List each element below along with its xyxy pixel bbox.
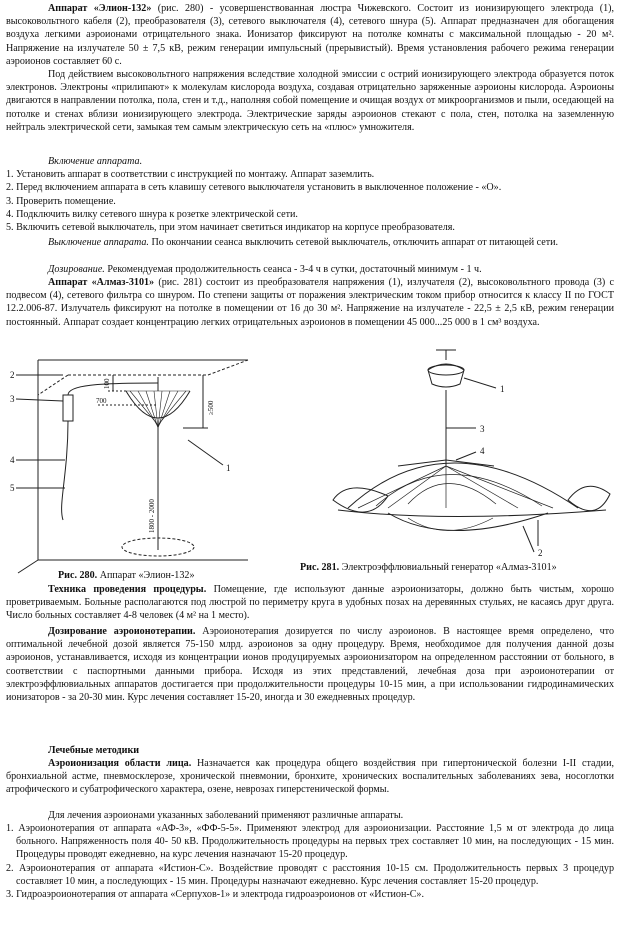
face-paragraph [6, 757, 614, 797]
dosing-title: Дозирование аэроионотерапии. [48, 626, 196, 637]
fig281-label-4: 4 [480, 446, 485, 456]
dosing-paragraph [6, 625, 614, 704]
mains-cord [62, 421, 68, 520]
figure-280-diagram [8, 355, 258, 577]
dosage-text: Рекомендуемая продолжительность сеанса - 3-4 ч в сутки, достаточный минимум - 1 ч. [104, 264, 482, 275]
dosage-label: Дозирование. [48, 264, 105, 275]
apparatus-item: 1. Аэроионотерапия от аппарата «АФ-3», «ФФ-5-5». Применяют электрод для аэроионизации. Расстояние 1,5 м от электрода до лица больного. Напряженность поля 40- 50 кВ. Продолжительность процедуры на первых трех составляет 10 мин, на последующих - 15 мин. Процедуры проводят ежедневно, на курс лечения назначают 15-20 процедур. [6, 823, 614, 861]
emitter-petal-right [568, 486, 610, 510]
paragraph-elion [6, 2, 614, 68]
fig280-dim-700: 700 [96, 397, 107, 405]
face-title: Аэроионизация области лица. [48, 758, 192, 769]
technique-title: Техника проведения процедуры. [48, 584, 207, 595]
apparatus-intro: Для лечения аэроионами указанных заболеваний применяют различные аппараты. [48, 810, 404, 821]
switch-on-step: 2. Перед включением аппарата в сеть клавишу сетевого выключателя установить в выключенное положение - «О». [6, 182, 502, 194]
switch-on-section [6, 155, 614, 234]
apparatus-item: 2. Аэроионотерапия от аппарата «Истион-С». Воздействие проводят с расстояния 10-15 см. Продолжительность первых 3 процедур составляет 10 мин, а последующих - 15 мин. Процедуры назначают ежедневно. Курс лечения составляет 15-20 процедур. [6, 862, 614, 887]
elion-title: Аппарат «Элион-132» [48, 3, 152, 14]
fig281-caption-num: Рис. 281. [300, 562, 340, 573]
fig280-label-1: 1 [226, 463, 231, 473]
methods-heading-text: Лечебные методики [48, 745, 140, 756]
fig281-caption [300, 561, 557, 574]
switch-off-paragraph [6, 236, 614, 249]
dosing-text: Аэроионотерапия дозируется по числу аэроионов. В настоящее время определено, что оптимальной лечебной дозой является 75-150 млрд. аэроионов за одну процедуру. Время, необходимое для получения данной дозы аэроионов, устанавливается, исходя из концентрации ионов продуцируемых аэроионизатором на определенном расстоянии от больного, в соответствии с паспортными данными прибора. Исходя из этих представлений, лечебная доза при аэроионотерапии от электроэффлювиальных аппаратов достигается при продолжительности процедуры 10-15 мин, а при использовании гидродинамических ионизаторов - за 20-30 мин. Курс лечения составляет 15-20, иногда и 30 ежедневных процедур. [6, 626, 614, 704]
technique-text: Помещение, где используют данные аэроионизаторы, должно быть чистым, хорошо проветриваемым. Больные располагаются под люстрой по периметру круга в удобных позах на деревянных стульях, не касаясь друг друга. Число больных составляет 4-8 человек (4 м² на 1 место). [6, 584, 614, 622]
switch-on-step: 1. Установить аппарат в соответствии с инструкцией по монтажу. Аппарат заземлить. [6, 169, 375, 181]
fig280-caption [58, 569, 195, 582]
fig280-dim-100: 100 [103, 378, 111, 389]
fig280-label-2: 2 [10, 370, 15, 380]
emitter-rim [338, 510, 606, 517]
paragraph-emission [6, 68, 614, 134]
elion-text: (рис. 280) - усовершенствованная люстра Чижевского. Состоит из ионизирующего электрода (1), высоковольтного кабеля (2), преобразователя (3), сетевого выключателя (4), сетевого шнура (5). Аппарат предназначен для обогащения воздуха легкими аэроионами отрицательного знака. Ионизатор фиксируют на потолке комнаты с максимальной площадью - 20 м². Напряжение на излучателе 50 ± 7,5 кВ, режим генерации импульсный (прерывистый). Время установления рабочего режима генерации аэроионов составляет 60 с. [6, 3, 615, 67]
fig280-caption-text: Аппарат «Элион-132» [97, 570, 195, 581]
switch-on-heading: Включение аппарата. [48, 156, 143, 167]
paragraph-almaz [6, 276, 614, 329]
fig281-label-1: 1 [500, 384, 505, 394]
fig280-label-3: 3 [10, 394, 15, 404]
fig281-label-2: 2 [538, 548, 543, 558]
emission-text: Под действием высоковольтного напряжения вследствие холодной эмиссии с острий ионизирующего электрода образуется поток электронов. Электроны «прилипают» к молекулам кислорода воздуха, создавая отрицательно заряженные аэроионы кислорода. Аэроионы двигаются в направлении потолка, пола, стен и т.д., наполняя собой помещение и очищая воздух от микроорганизмов и пыли, оседающей на потолке и стенах вблизи ионизирующего электрода. Электрические заряды аэроионов стекают с пола, стен, потолка на заземленную нейтраль электрической сети, замыкая тем самым электрическую сеть на «плюс» умножителя. [6, 69, 614, 133]
technique-paragraph [6, 583, 614, 623]
fig280-label-5: 5 [10, 483, 15, 493]
face-text: Назначается как процедура общего воздействия при гипертонической болезни I-II стадии, бронхиальной астме, пневмосклерозе, хронической пневмонии, бронхите, хронических воспалительных заболеваниях зева, носоглотки атрофического и субатрофического характера, озене, неврозах гиперстенической формы. [6, 758, 614, 796]
dosage-paragraph [6, 263, 614, 276]
almaz-text: (рис. 281) состоит из преобразователя напряжения (1), излучателя (2), высоковольтного провода (3) с подвесом (4), сетевого фильтра со шнуром. По степени защиты от поражения электрическим током прибор относится к классу II по ГОСТ 12.2.006-87. Излучатель фиксируют на потолке в помещении от 16 до 30 м². Напряжение на излучателе - 22,5 ± 2,5 кВ, режим генерации постоянный. Аппарат создает концентрацию легких отрицательных аэроионов в помещении 45 000...25 000 в 1 см³ воздуха. [6, 277, 614, 328]
fig280-dim-500: ≥500 [207, 400, 215, 415]
fig280-dim-height: 1800 - 2000 [148, 499, 156, 533]
fig280-label-4: 4 [10, 455, 15, 465]
switch-off-text: По окончании сеанса выключить сетевой выключатель, отключить аппарат от питающей сети. [148, 237, 559, 248]
fig280-caption-num: Рис. 280. [58, 570, 98, 581]
apparatus-list [6, 822, 614, 901]
switch-off-label: Выключение аппарата. [48, 237, 149, 248]
emitter-petal-left [333, 488, 388, 512]
figure-281-diagram [328, 348, 614, 560]
methods-heading [6, 744, 614, 757]
switch-on-step: 4. Подключить вилку сетевого шнура к розетке электрической сети. [6, 208, 298, 220]
switch-on-step: 3. Проверить помещение. [6, 195, 116, 207]
fig281-label-3: 3 [480, 424, 485, 434]
fig281-caption-text: Электроэффлювиальный генератор «Алмаз-3101» [339, 562, 557, 573]
almaz-title: Аппарат «Алмаз-3101» [48, 277, 155, 288]
switch-on-step: 5. Включить сетевой выключатель, при этом начинает светиться индикатор на корпусе преобразователя. [6, 222, 455, 234]
apparatus-item: 3. Гидроаэроионотерапия от аппарата «Серпухов-1» и электрода гидроаэроионов от «Истион-С». [6, 889, 425, 901]
converter-box [63, 395, 73, 421]
